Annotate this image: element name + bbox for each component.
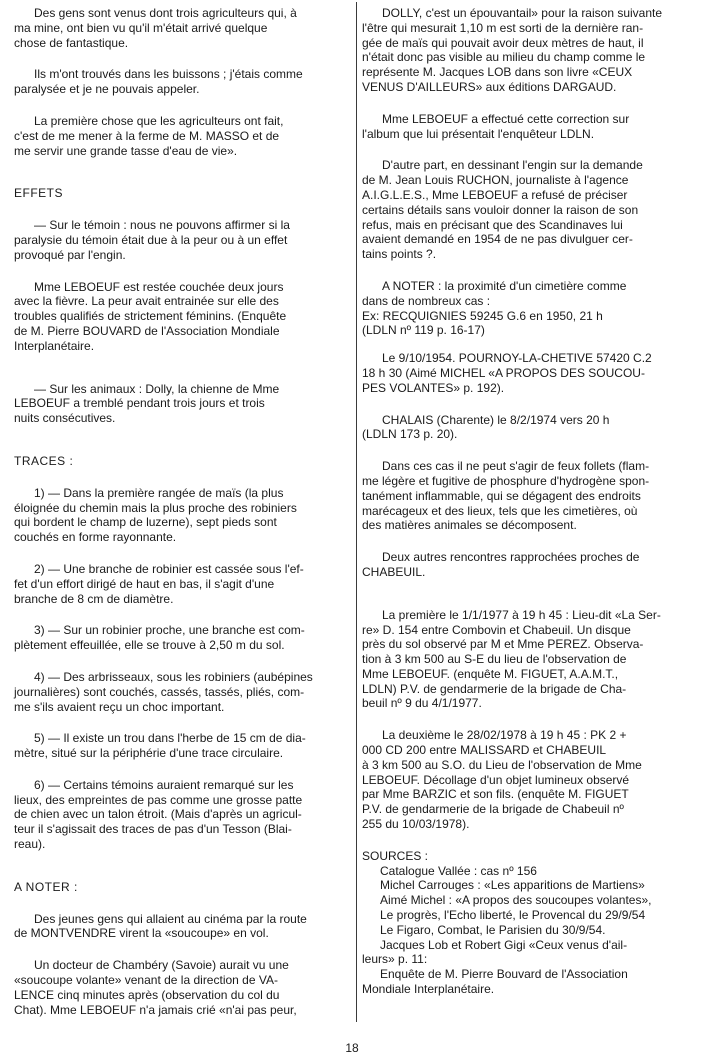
paragraph: [362, 158, 696, 262]
text-line: mètre, situé sur la périphérie d'une trace circulaire.: [14, 746, 284, 761]
paragraph: [14, 280, 352, 354]
text-line: A.I.G.L.E.S., Mme LEBOEUF a refusé de préciser: [362, 187, 628, 202]
text-line: LDLN) P.V. de gendarmerie de la brigade de Cha-: [362, 681, 627, 696]
text-line: branche de 8 cm de diamètre.: [14, 591, 174, 606]
paragraph: [14, 486, 352, 545]
text-line: me légère et fugitive de phosphure d'hydrogène spon-: [362, 473, 650, 488]
paragraph: [14, 958, 352, 1017]
text-line: éloignée du chemin mais la plus proche des robiniers: [14, 500, 297, 515]
text-line: près du sol observé par M et Mme PEREZ. Observa-: [362, 637, 644, 652]
paragraph: [14, 731, 352, 761]
paragraph: [362, 112, 696, 142]
paragraph: [14, 67, 352, 97]
text-line: Un docteur de Chambéry (Savoie) aurait vu une: [34, 958, 289, 973]
text-line: Enquête de M. Pierre Bouvard de l'Association: [380, 967, 628, 982]
paragraph: [362, 459, 696, 533]
text-line: re» D. 154 entre Combovin et Chabeuil. Un disque: [362, 622, 631, 637]
text-line: paralysée et je ne pouvais appeler.: [14, 82, 200, 97]
text-line: Ils m'ont trouvés dans les buissons ; j'étais comme: [34, 67, 303, 82]
text-line: l'album que lui présentait l'enquêteur LDLN.: [362, 126, 595, 141]
text-line: 5) — Il existe un trou dans l'herbe de 15 cm de dia-: [34, 731, 306, 746]
text-line: provoqué par l'engin.: [14, 247, 126, 262]
paragraph: [14, 670, 352, 714]
paragraph: [362, 351, 696, 395]
text-line: EFFETS: [14, 186, 64, 201]
text-line: gée de maïs qui pouvait avoir deux mètres de haut, il: [362, 35, 644, 50]
paragraph: [14, 912, 352, 942]
text-line: journalières) sont couchés, cassés, tassés, pliés, com-: [14, 684, 305, 699]
text-line: — Sur le témoin : nous ne pouvons affirmer si la: [34, 218, 290, 233]
text-line: me s'ils avaient reçu un choc important.: [14, 699, 225, 714]
text-line: 3) — Sur un robinier proche, une branche est com-: [34, 623, 305, 638]
text-line: tanément inflammable, qui se dégagent des endroits: [362, 488, 641, 503]
text-line: La première chose que les agriculteurs ont fait,: [34, 113, 284, 128]
right-column: [362, 6, 696, 997]
text-line: de M. Jean Louis RUCHON, journaliste à l'agence: [362, 173, 629, 188]
text-line: fet d'un effort dirigé de haut en bas, il s'agit d'une: [14, 576, 275, 591]
text-line: «soucoupe volante» venant de la direction de VA-: [14, 973, 278, 988]
text-line: Deux autres rencontres rapprochées proches de: [382, 550, 640, 565]
text-line: me servir une grande tasse d'eau de vie».: [14, 143, 238, 158]
paragraph: [14, 218, 352, 262]
text-line: A NOTER :: [14, 879, 78, 894]
text-line: LEBOEUF a tremblé pendant trois jours et trois: [14, 396, 265, 411]
text-line: des matières animales se décomposent.: [362, 518, 577, 533]
text-line: CHALAIS (Charente) le 8/2/1974 vers 20 h: [382, 412, 610, 427]
text-line: 18 h 30 (Aimé MICHEL «A PROPOS DES SOUCOU-: [362, 365, 645, 380]
text-line: 1) — Dans la première rangée de maïs (la plus: [34, 485, 284, 500]
page-number: 18: [345, 1041, 359, 1055]
text-line: Catalogue Vallée : cas nº 156: [380, 863, 537, 878]
text-line: leurs» p. 11:: [362, 952, 428, 967]
text-line: n'était donc pas visible au milieu du champ comme le: [362, 50, 646, 65]
text-line: chose de fantastique.: [14, 35, 129, 50]
text-line: Mme LEBOEUF a effectué cette correction sur: [382, 111, 630, 126]
text-line: La première le 1/1/1977 à 19 h 45 : Lieu-dit «La Ser-: [382, 607, 661, 622]
text-line: c'est de me mener à la ferme de M. MASSO et de: [14, 128, 280, 143]
sources-block: [362, 849, 696, 997]
text-line: représente M. Jacques LOB dans son livre «CEUX: [362, 65, 633, 80]
text-line: SOURCES :: [362, 848, 429, 863]
text-line: 000 CD 200 entre MALISSARD et CHABEUIL: [362, 743, 607, 758]
text-line: paralysie du témoin était due à la peur ou à un effet: [14, 232, 288, 247]
text-line: Dans ces cas il ne peut s'agir de feux follets (flam-: [382, 459, 650, 474]
paragraph: [362, 413, 696, 443]
text-line: marécageux et des lieux, tels que les cimetières, où: [362, 503, 638, 518]
text-line: Ex: RECQUIGNIES 59245 G.6 en 1950, 21 h: [362, 308, 603, 323]
paragraph: [362, 728, 696, 832]
text-line: de M. Pierre BOUVARD de l'Association Mondiale: [14, 323, 280, 338]
text-line: DOLLY, c'est un épouvantail» pour la raison suivante: [382, 6, 663, 20]
text-line: Mondiale Interplanétaire.: [362, 982, 495, 997]
text-line: dans de nombreux cas :: [362, 293, 491, 308]
paragraph: [362, 550, 696, 580]
left-column: [14, 6, 352, 1017]
text-line: à 3 km 500 au S.O. du Lieu de l'observation de Mme: [362, 757, 642, 772]
text-line: Michel Carrouges : «Les apparitions de Martiens»: [380, 878, 645, 893]
text-line: troubles qualifiés de strictement féminins. (Enquête: [14, 309, 287, 324]
paragraph: [362, 6, 696, 95]
text-line: tion à 3 km 500 au S-E du lieu de l'observation de: [362, 652, 627, 667]
paragraph: [14, 6, 352, 50]
text-line: — Sur les animaux : Dolly, la chienne de Mme: [34, 381, 280, 396]
text-line: Le 9/10/1954. POURNOY-LA-CHETIVE 57420 C.2: [382, 351, 652, 366]
text-line: A NOTER : la proximité d'un cimetière comme: [382, 278, 627, 293]
text-line: qui bordent le champ de luzerne), sept pieds sont: [14, 515, 277, 530]
paragraph: [14, 562, 352, 606]
column-divider: [356, 2, 357, 1022]
text-line: couchés en forme rayonnante.: [14, 530, 177, 545]
text-line: de MONTVENDRE virent la «soucoupe» en vol.: [14, 926, 269, 941]
paragraph: [14, 382, 352, 426]
text-line: VENUS D'AILLEURS» aux éditions DARGAUD.: [362, 79, 617, 94]
text-line: TRACES :: [14, 453, 74, 468]
text-line: par Mme BARZIC et son fils. (enquête M. FIGUET: [362, 787, 629, 802]
text-line: 255 du 10/03/1978).: [362, 817, 470, 832]
paragraph: [14, 623, 352, 653]
text-line: CHABEUIL.: [362, 564, 426, 579]
text-line: avaient demandé en 1954 de ne pas divulguer cer-: [362, 232, 633, 247]
text-line: ma mine, ont bien vu qu'il m'était arrivé quelque: [14, 20, 268, 35]
text-line: Le progrès, l'Echo liberté, le Provencal du 29/9/54: [380, 908, 646, 923]
text-line: refus, mais en précisant que des Scandinaves lui: [362, 217, 623, 232]
text-line: reau).: [14, 837, 46, 852]
text-line: 4) — Des arbrisseaux, sous les robiniers (aubépines: [34, 669, 313, 684]
text-line: 6) — Certains témoins auraient remarqué sur les: [34, 777, 294, 792]
text-line: teur il s'agissait des traces de pas d'un Tesson (Blai-: [14, 822, 292, 837]
paragraph: [362, 279, 696, 338]
text-line: Des gens sont venus dont trois agriculteurs qui, à: [34, 6, 297, 20]
text-line: avec la fièvre. La peur avait entrainée sur elle des: [14, 294, 279, 309]
text-line: La deuxième le 28/02/1978 à 19 h 45 : PK 2 +: [382, 728, 627, 743]
paragraph: [362, 608, 696, 712]
text-line: LEBOEUF. Décollage d'un objet lumineux observé: [362, 772, 630, 787]
text-line: nuits consécutives.: [14, 411, 116, 426]
text-line: D'autre part, en dessinant l'engin sur la demande: [382, 158, 643, 173]
text-line: l'être qui mesurait 1,10 m est sorti de la dernière ran-: [362, 20, 644, 35]
text-line: P.V. de gendarmerie de la brigade de Chabeuil nº: [362, 802, 624, 817]
section-heading: [14, 454, 352, 469]
text-line: PES VOLANTES» p. 192).: [362, 380, 505, 395]
text-line: (LDLN nº 119 p. 16-17): [362, 323, 485, 338]
section-heading: [14, 880, 352, 895]
text-line: Mme LEBOEUF. (enquête M. FIGUET, A.A.M.T.,: [362, 666, 619, 681]
text-line: (LDLN 173 p. 20).: [362, 427, 458, 442]
text-line: tains points ?.: [362, 247, 437, 262]
text-line: de chien avec un talon étroit. (Mais d'après un agricul-: [14, 807, 302, 822]
text-line: Interplanétaire.: [14, 338, 95, 353]
paragraph: [14, 778, 352, 852]
text-line: plètement effeuillée, elle se trouve à 2,50 m du sol.: [14, 638, 285, 653]
text-line: lieux, des empreintes de pas comme une grosse patte: [14, 792, 303, 807]
paragraph: [14, 114, 352, 158]
text-line: beuil nº 9 du 4/1/1977.: [362, 696, 482, 711]
section-heading: [14, 186, 352, 201]
text-line: Chat). Mme LEBOEUF n'a jamais crié «n'ai pas peur,: [14, 1002, 297, 1017]
text-line: Le Figaro, Combat, le Parisien du 30/9/54.: [380, 922, 606, 937]
text-line: Jacques Lob et Robert Gigi «Ceux venus d'ail-: [380, 937, 628, 952]
text-line: certains détails sans vouloir donner la raison de son: [362, 202, 639, 217]
text-line: 2) — Une branche de robinier est cassée sous l'ef-: [34, 561, 304, 576]
text-line: Des jeunes gens qui allaient au cinéma par la route: [34, 911, 307, 926]
text-line: Aimé Michel : «A propos des soucoupes volantes»,: [380, 893, 652, 908]
text-line: Mme LEBOEUF est restée couchée deux jours: [34, 279, 284, 294]
text-line: LENCE cinq minutes après (observation du col du: [14, 987, 280, 1002]
